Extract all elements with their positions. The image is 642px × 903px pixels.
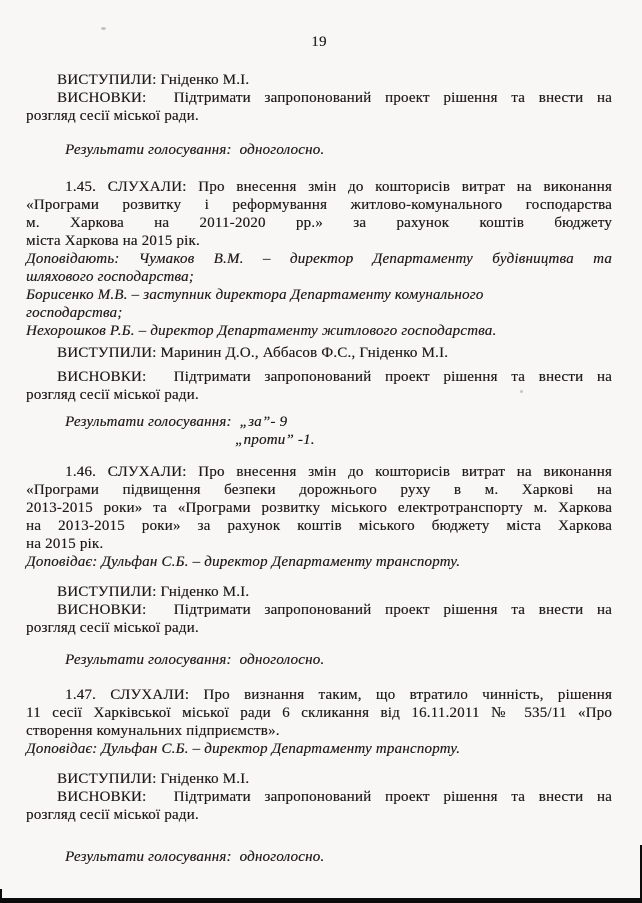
scan-edge-bottom xyxy=(0,898,642,903)
text-line: 1.46. СЛУХАЛИ: Про внесення змін до кошторисів витрат на виконання xyxy=(65,464,612,480)
text-line: «Програми підвищення безпеки дорожнього руху в м. Харкові на xyxy=(26,482,612,498)
scan-speck xyxy=(101,27,106,30)
text-line: розгляд сесії міської ради. xyxy=(26,620,199,636)
text-line: м. Харкова на 2011-2020 рр.» за рахунок коштів бюджету xyxy=(26,215,612,231)
text-line: ВИСНОВКИ: Підтримати запропонований проект рішення та внести на xyxy=(57,90,612,106)
text-line: Доповідає: Дульфан С.Б. – директор Департаменту транспорту. xyxy=(26,741,461,757)
text-line: розгляд сесії міської ради. xyxy=(26,108,199,124)
text-line: Доповідає: Дульфан С.Б. – директор Департаменту транспорту. xyxy=(26,554,461,570)
text-line: на 2013-2015 роки» за рахунок коштів міського бюджету міста Харкова xyxy=(26,518,612,534)
text-line: розгляд сесії міської ради. xyxy=(26,387,199,403)
text-line: шляхового господарства; xyxy=(26,269,194,285)
text-line: на 2015 рік. xyxy=(26,536,104,552)
text-line: ВИСТУПИЛИ: Гніденко М.І. xyxy=(57,771,250,787)
page-number: 19 xyxy=(311,34,327,50)
text-line: Результати голосування: „за”- 9 xyxy=(65,414,288,430)
text-line: Результати голосування: одноголосно. xyxy=(65,849,325,865)
text-line: міста Харкова на 2015 рік. xyxy=(26,233,200,249)
text-line: ВИСТУПИЛИ: Гніденко М.І. xyxy=(57,72,250,88)
text-line: „проти” -1. xyxy=(235,432,315,448)
text-line: ВИСНОВКИ: Підтримати запропонований проект рішення та внести на xyxy=(57,789,612,805)
text-line: «Програми розвитку і реформування житлово-комунального господарства xyxy=(26,197,612,213)
text-line: 11 сесії Харківської міської ради 6 скликання від 16.11.2011 № 535/11 «Про xyxy=(26,705,612,721)
text-line: 1.45. СЛУХАЛИ: Про внесення змін до кошторисів витрат на виконання xyxy=(65,179,612,195)
text-line: Доповідають: Чумаков В.М. – директор Департаменту будівництва та xyxy=(26,251,612,267)
text-line: Результати голосування: одноголосно. xyxy=(65,142,325,158)
text-line: Результати голосування: одноголосно. xyxy=(65,652,325,668)
text-line: створення комунальних підприємств». xyxy=(26,723,280,739)
text-line: господарства; xyxy=(26,305,123,321)
document-content xyxy=(26,33,612,866)
text-line: ВИСТУПИЛИ: Маринин Д.О., Аббасов Ф.С., Гніденко М.І. xyxy=(57,345,449,361)
text-line: ВИСНОВКИ: Підтримати запропонований проект рішення та внести на xyxy=(57,602,612,618)
text-line: Борисенко М.В. – заступник директора Департаменту комунального xyxy=(26,287,484,303)
text-line: 1.47. СЛУХАЛИ: Про визнання таким, що втратило чинність, рішення xyxy=(65,687,612,703)
text-line: розгляд сесії міської ради. xyxy=(26,807,199,823)
text-line: ВИСНОВКИ: Підтримати запропонований проект рішення та внести на xyxy=(57,369,612,385)
text-line: 2013-2015 роки» та «Програми розвитку міського електротранспорту м. Харкова xyxy=(26,500,612,516)
text-line: Нехорошков Р.Б. – директор Департаменту житлового господарства. xyxy=(26,323,497,339)
text-line: ВИСТУПИЛИ: Гніденко М.І. xyxy=(57,584,250,600)
